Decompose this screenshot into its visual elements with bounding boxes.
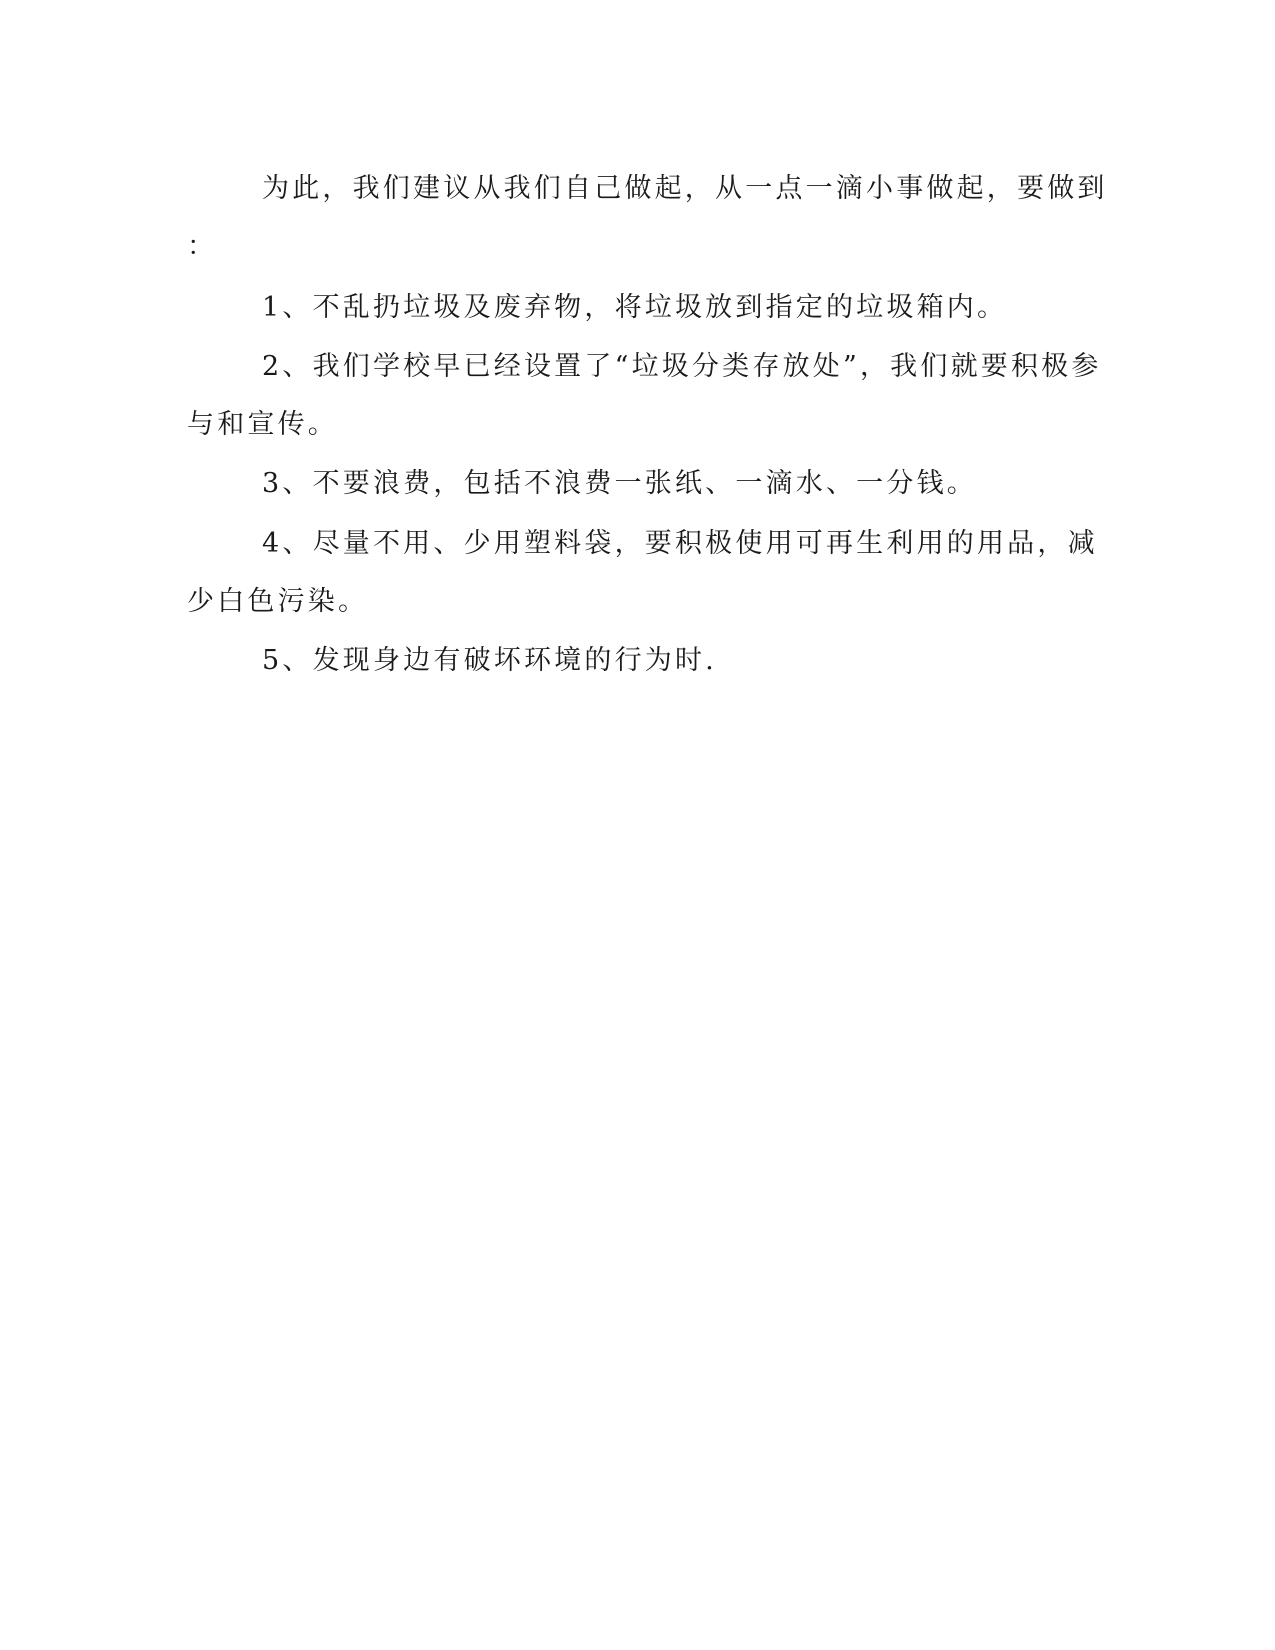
intro-line: 为此，我们建议从我们自己做起，从一点一滴小事做起，要做到	[262, 173, 1108, 204]
item-2-continuation: 与和宣传。	[187, 409, 338, 440]
item-3-line: 3、不要浪费，包括不浪费一张纸、一滴水、一分钱。	[262, 468, 977, 499]
item-2-line: 2、我们学校早已经设置了“垃圾分类存放处”，我们就要积极参	[262, 351, 1102, 382]
item-5-line: 5、发现身边有破坏环境的行为时.	[262, 645, 717, 676]
item-1-line: 1、不乱扔垃圾及废弃物，将垃圾放到指定的垃圾箱内。	[262, 292, 1008, 323]
item-4-line: 4、尽量不用、少用塑料袋，要积极使用可再生利用的用品，减	[262, 528, 1098, 559]
intro-continuation: ：	[187, 231, 218, 262]
item-4-continuation: 少白色污染。	[187, 586, 369, 617]
